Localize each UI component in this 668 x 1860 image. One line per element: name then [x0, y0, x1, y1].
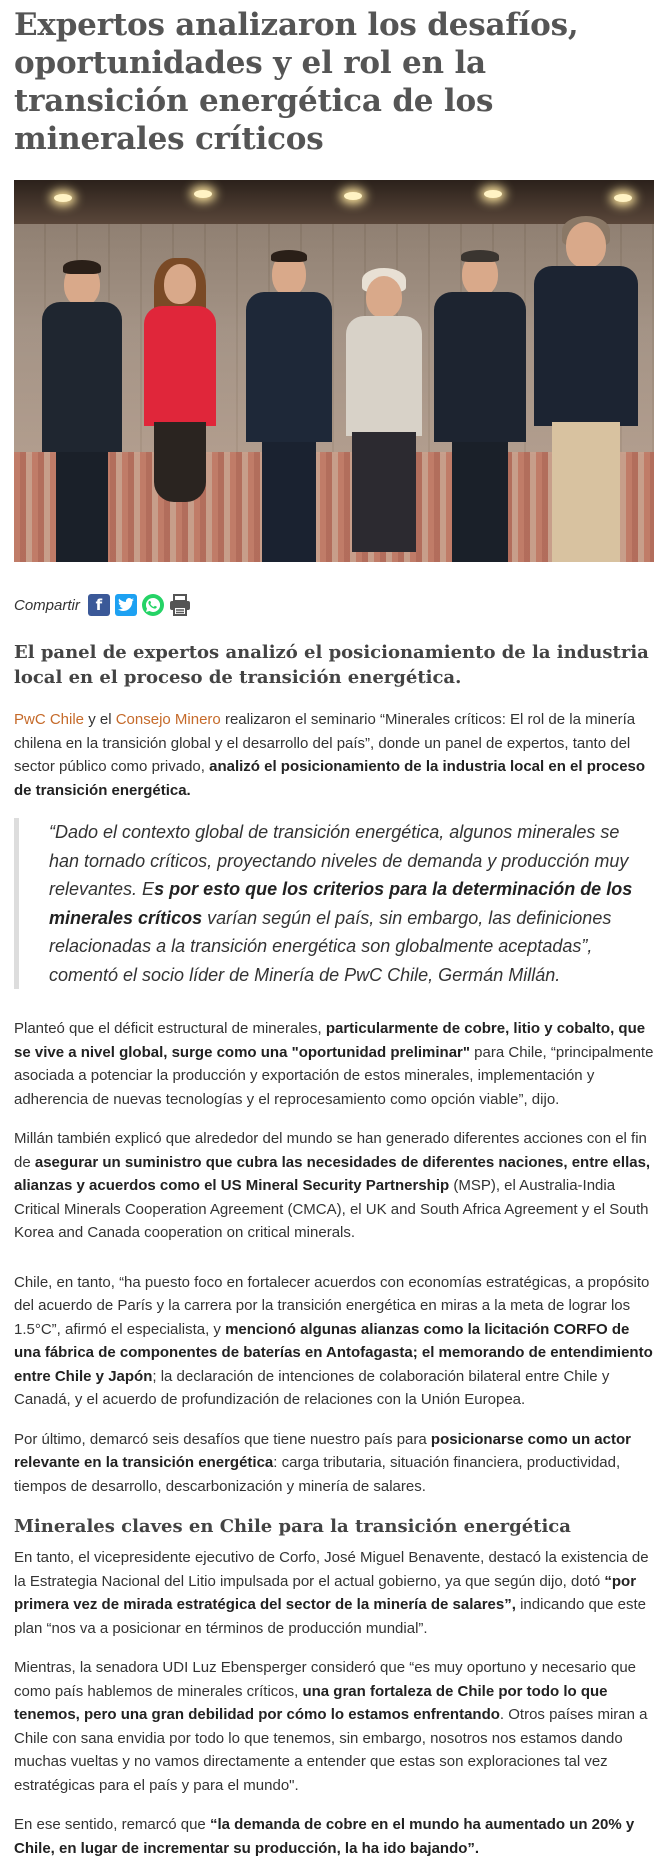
whatsapp-icon[interactable]: [142, 594, 164, 616]
photo-person: [342, 272, 426, 562]
photo-light: [54, 194, 72, 202]
photo-person: [246, 252, 332, 562]
photo-light: [614, 194, 632, 202]
paragraph-7: Mientras, la senadora UDI Luz Ebensperger consideró que “es muy oportuno y necesario que como país hablemos de minerales críticos, una gran fortaleza de Chile por todo lo que tenemos, pero una gran debilidad por cómo lo estamos enfrentando. Otros países miran a Chile con sana envidia por todo lo que tenemos, sin embargo, nosotros nos estamos dando muchas vueltas y no vamos directamente a entender que estas son exploraciones tal vez estratégicas para el país y para el mundo".: [14, 1659, 648, 1794]
facebook-icon[interactable]: f: [88, 594, 110, 616]
paragraph-6: En tanto, el vicepresidente ejecutivo de Corfo, José Miguel Benavente, destacó la existencia de la Estrategia Nacional del Litio impulsada por el actual gobierno, ya que según dijo, dotó “por primera vez de mirada estratégica del sector de la minería de salares”, indicando que este plan “nos va a posicionar en términos de producción mundial”.: [14, 1549, 649, 1637]
paragraph-2: Planteó que el déficit estructural de minerales, particularmente de cobre, litio y cobalto, que se vive a nivel global, surge como una "oportunidad preliminar" para Chile, “principalmente asociada a potenciar la producción y exportación de estos minerales, implementación y adherencia de nuevas tecnologías y el reprocesamiento como opción viable”, dijo.: [14, 1020, 654, 1108]
paragraph-1: PwC Chile y el Consejo Minero realizaron el seminario “Minerales críticos: El rol de la minería chilena en la transición global y el desarrollo del país”, donde un panel de expertos, tanto del sector público como privado, analizó el posicionamiento de la industria local en el proceso de transición energética.: [14, 711, 646, 799]
paragraph-5: Por último, demarcó seis desafíos que tiene nuestro país para posicionarse como un actor relevante en la transición energética: carga tributaria, situación financiera, productividad, tiempos de desarrollo, descarbonización y minería de salares.: [14, 1430, 631, 1495]
article-subtitle: El panel de expertos analizó el posicionamiento de la industria local en el proceso de transición energética.: [14, 642, 649, 688]
photo-light: [344, 192, 362, 200]
photo-ceiling: [14, 180, 654, 224]
article: [0, 6, 668, 1860]
paragraph-4: Chile, en tanto, “ha puesto foco en fortalecer acuerdos con economías estratégicas, a propósito del acuerdo de París y la carrera por la transición energética en miras a la meta de lograr los 1.5°C”, afirmó el especialista, y mencionó algunas alianzas como la licitación CORFO de una fábrica de componentes de baterías en Antofagasta; el memorando de entendimiento entre Chile y Japón; la declaración de intenciones de colaboración bilateral entre Chile y Canadá, y el acuerdo de profundización de relaciones con la Unión Europea.: [14, 1273, 653, 1408]
article-title: Expertos analizaron los desafíos, oportunidades y el rol en la transición energética de los minerales críticos: [14, 7, 579, 157]
pull-quote: “Dado el contexto global de transición energética, algunos minerales se han tornado críticos, proyectando niveles de demanda y producción muy relevantes. Es por esto que los criterios para la determinación de los minerales críticos varían según el país, sin embargo, las definiciones relacionadas a la transición energética son globalmente aceptadas”, comentó el socio líder de Minería de PwC Chile, Germán Millán.: [14, 818, 654, 989]
photo-light: [484, 190, 502, 198]
consejo-minero-link[interactable]: Consejo Minero: [115, 711, 221, 728]
photo-person: [534, 222, 638, 562]
photo-light: [194, 190, 212, 198]
pwc-chile-link[interactable]: PwC Chile: [14, 711, 85, 728]
photo-person: [434, 252, 526, 562]
photo-person: [42, 262, 122, 562]
share-bar: [14, 592, 654, 618]
paragraph-3: Millán también explicó que alrededor del mundo se han generado diferentes acciones con el fin de asegurar un suministro que cubra las necesidades de diferentes naciones, entre ellas, alianzas y acuerdos como el US Mineral Security Partnership (MSP), el Australia-India Critical Minerals Cooperation Agreement (CMCA), el UK and South Africa Agreement y el South Korea and Canada cooperation on critical minerals.: [14, 1130, 651, 1241]
share-label: Compartir: [14, 596, 80, 614]
twitter-icon[interactable]: [115, 594, 137, 616]
paragraph-8: En ese sentido, remarcó que “la demanda de cobre en el mundo ha aumentado un 20% y Chile, en lugar de incrementar su producción, la ha ido bajando”.: [14, 1816, 635, 1857]
article-photo: [14, 180, 654, 562]
section-title: Minerales claves en Chile para la transición energética: [14, 1516, 571, 1537]
print-icon[interactable]: [169, 594, 191, 616]
photo-person: [140, 262, 220, 562]
